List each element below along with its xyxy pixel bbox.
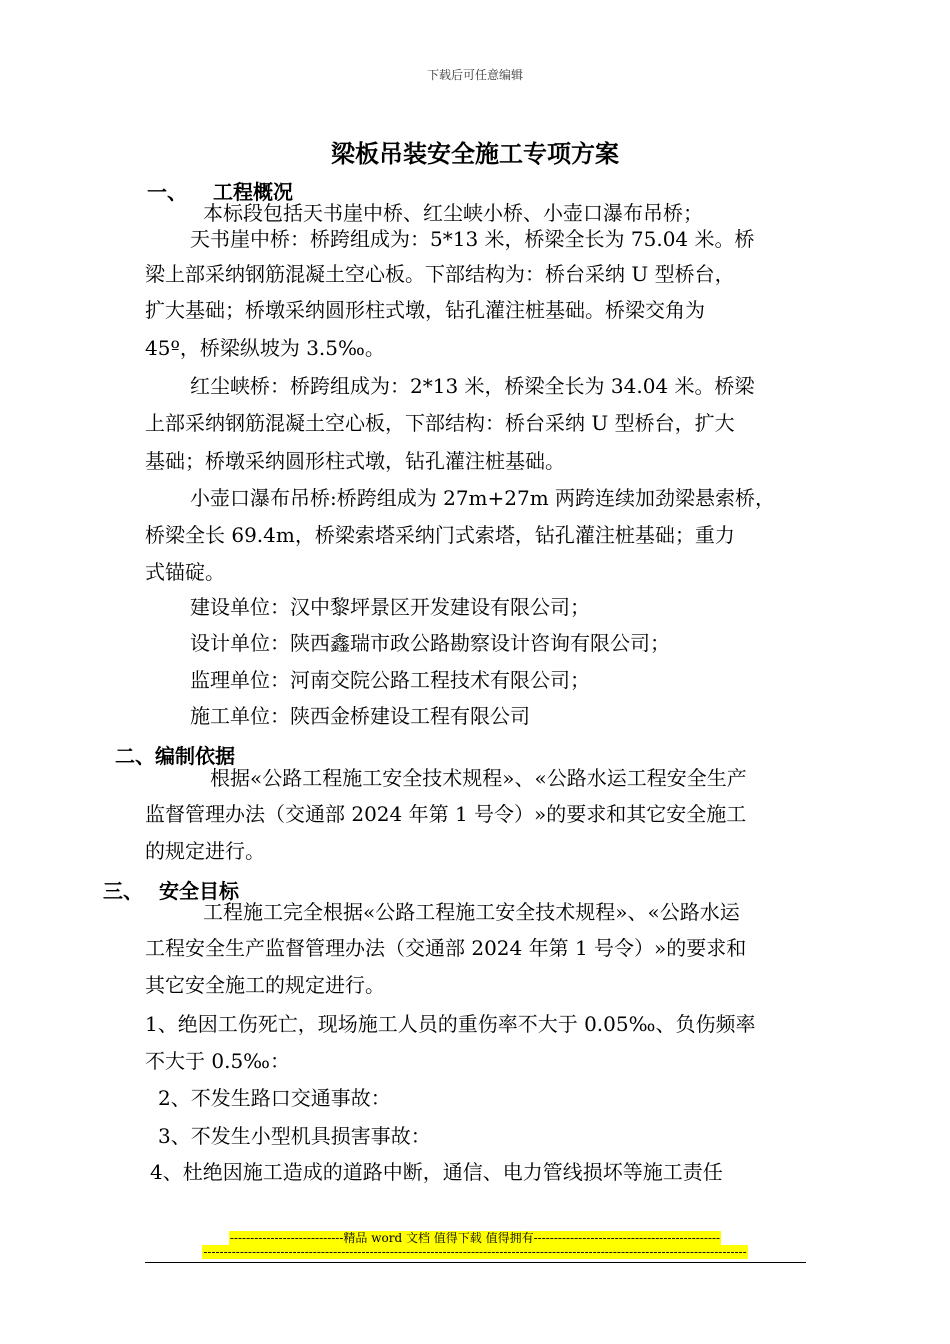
paragraph-line: 梁上部采纳钢筋混凝土空心板。下部结构为：桥台采纳 U 型桥台， xyxy=(145,262,735,286)
footer-rule xyxy=(145,1262,806,1263)
document-title: 梁板吊装安全施工专项方案 xyxy=(331,139,619,168)
footer-banner-text: ----------------------------精品 word 文档 值得下载 值得拥有---------------------------------------------- xyxy=(229,1231,721,1245)
goal-item-4: 4、杜绝因施工造成的道路中断，通信、电力管线损坏等施工责任 xyxy=(150,1160,723,1184)
unit-line-contractor: 施工单位：陕西金桥建设工程有限公司 xyxy=(190,704,530,728)
goal-item-3: 3、不发生小型机具损害事故： xyxy=(158,1124,431,1148)
unit-line-construction: 建设单位：汉中黎坪景区开发建设有限公司； xyxy=(190,595,590,619)
section3-title: 安全目标 xyxy=(159,879,239,903)
unit-line-supervision: 监理单位：河南交院公路工程技术有限公司； xyxy=(190,668,590,692)
paragraph-line: 的规定进行。 xyxy=(145,839,265,863)
section1-number: 一、 xyxy=(147,180,187,204)
paragraph-line: 小壶口瀑布吊桥:桥跨组成为 27m+27m 两跨连续加劲梁悬索桥， xyxy=(190,486,776,510)
section1-title: 工程概况 xyxy=(213,180,293,204)
unit-line-design: 设计单位：陕西鑫瑞市政公路勘察设计咨询有限公司； xyxy=(190,631,670,655)
paragraph-line: 工程施工完全根据«公路工程施工安全技术规程»、«公路水运 xyxy=(203,900,740,924)
goal-item-1-cont: 不大于 0.5‰： xyxy=(145,1049,290,1073)
paragraph-line: 基础；桥墩采纳圆形柱式墩，钻孔灌注桩基础。 xyxy=(145,449,565,473)
footer-banner-dashes xyxy=(0,1245,950,1259)
goal-item-2: 2、不发生路口交通事故： xyxy=(158,1086,391,1110)
paragraph-line: 扩大基础；桥墩采纳圆形柱式墩，钻孔灌注桩基础。桥梁交角为 xyxy=(145,298,705,322)
paragraph-line: 监督管理办法（交通部 2024 年第 1 号令）»的要求和其它安全施工 xyxy=(145,802,747,826)
header-note: 下载后可任意编辑 xyxy=(426,68,523,82)
goal-item-1: 1、绝因工伤死亡，现场施工人员的重伤率不大于 0.05‰、负伤频率 xyxy=(145,1012,756,1036)
paragraph-line: 其它安全施工的规定进行。 xyxy=(145,973,385,997)
paragraph-line: 桥梁全长 69.4m，桥梁索塔采纳门式索塔，钻孔灌注桩基础；重力 xyxy=(145,523,735,547)
paragraph-line: 式锚碇。 xyxy=(145,560,225,584)
paragraph-line: 上部采纳钢筋混凝土空心板，下部结构：桥台采纳 U 型桥台，扩大 xyxy=(145,411,735,435)
paragraph-line: 根据«公路工程施工安全技术规程»、«公路水运工程安全生产 xyxy=(210,766,747,790)
paragraph-line: 红尘峡桥：桥跨组成为：2*13 米，桥梁全长为 34.04 米。桥梁 xyxy=(190,374,755,398)
paragraph-line: 天书崖中桥：桥跨组成为：5*13 米，桥梁全长为 75.04 米。桥 xyxy=(190,227,755,251)
paragraph-line: 本标段包括天书崖中桥、红尘峡小桥、小壶口瀑布吊桥； xyxy=(203,201,703,225)
section3-number: 三、 xyxy=(103,879,143,903)
paragraph-line: 45º，桥梁纵坡为 3.5‰。 xyxy=(145,336,385,360)
paragraph-line: 工程安全生产监督管理办法（交通部 2024 年第 1 号令）»的要求和 xyxy=(145,936,747,960)
section2-heading: 二、编制依据 xyxy=(115,744,235,768)
footer-banner xyxy=(0,1229,950,1246)
footer-banner-dash-line: -------------------------------------------------------------------------------------------------------------------------------------- xyxy=(203,1245,747,1259)
